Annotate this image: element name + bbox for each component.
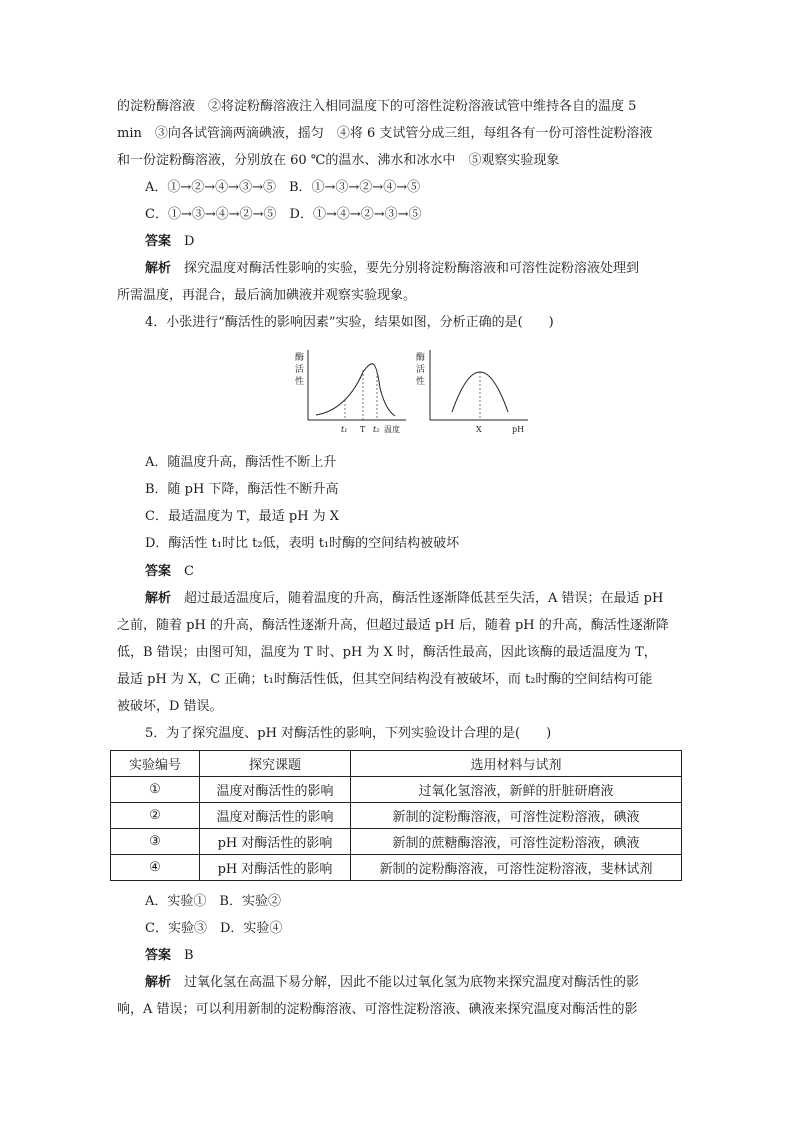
temperature-activity-graph — [290, 348, 408, 434]
answer-value: B — [184, 948, 194, 963]
table-row — [111, 777, 682, 803]
analysis-text: 过氧化氢在高温下易分解，因此不能以过氧化氢为底物来探究温度对酶活性的影 — [184, 975, 640, 990]
q3-options-ab: A．①→②→④→③→⑤ B．①→③→②→④→⑤ — [145, 180, 421, 195]
q4-analysis-line-5: 被破坏，D 错误。 — [117, 699, 223, 714]
table-cell: ③ — [111, 829, 200, 855]
table-row — [111, 803, 682, 829]
analysis-label: 解析 — [145, 591, 172, 606]
analysis-text: 探究温度对酶活性影响的实验，要先分别将淀粉酶溶液和可溶性淀粉溶液处理到 — [184, 261, 640, 276]
table-header-cell: 实验编号 — [111, 751, 200, 777]
q5-analysis-line-2: 响，A 错误；可以利用新制的淀粉酶溶液、可溶性淀粉溶液、碘液来探究温度对酶活性的影 — [117, 1002, 638, 1017]
table-cell: 过氧化氢溶液，新鲜的肝脏研磨液 — [351, 777, 682, 803]
q4-analysis-line-4: 最适 pH 为 X，C 正确；t₁时酶活性低，但其空间结构没有被破坏，而 t₂时酶的空间结构可能 — [117, 672, 653, 687]
q4-answer — [145, 563, 194, 581]
answer-label: 答案 — [145, 234, 172, 249]
table-row — [111, 829, 682, 855]
table-cell: ② — [111, 803, 200, 829]
q3-options-cd: C．①→③→④→②→⑤ D．①→④→②→③→⑤ — [145, 207, 422, 222]
table-cell: 温度对酶活性的影响 — [200, 803, 351, 829]
graph2-ylabel-1: 酶 — [416, 353, 426, 363]
graph1-T-label: T — [360, 425, 366, 434]
table-cell: 温度对酶活性的影响 — [200, 777, 351, 803]
table-cell: 新制的蔗糖酶溶液，可溶性淀粉溶液，碘液 — [351, 829, 682, 855]
q4-stem: 4．小张进行“酶活性的影响因素”实验，结果如图，分析正确的是( ) — [145, 315, 554, 330]
q4-analysis-line-2: 之前，随着 pH 的升高，酶活性逐渐升高，但超过最适 pH 后，随着 pH 的升高，酶活性逐渐降 — [117, 618, 669, 633]
analysis-label: 解析 — [145, 975, 172, 990]
graph2-ylabel-3: 性 — [416, 377, 426, 387]
graph1-t1-label: t₁ — [341, 425, 348, 434]
q3-analysis-line-1 — [145, 260, 639, 278]
q5-analysis-line-1 — [145, 974, 639, 992]
graph1-ylabel-3: 性 — [295, 377, 305, 387]
q4-option-c: C．最适温度为 T，最适 pH 为 X — [145, 509, 340, 524]
q4-analysis-line-3: 低，B 错误；由图可知，温度为 T 时、pH 为 X 时，酶活性最高，因此该酶的最适温度为 T， — [117, 645, 657, 660]
table-header-cell: 选用材料与试剂 — [351, 751, 682, 777]
table-cell: 新制的淀粉酶溶液，可溶性淀粉溶液，斐林试剂 — [351, 855, 682, 881]
q4-option-a: A．随温度升高，酶活性不断上升 — [145, 455, 337, 470]
table-row — [111, 855, 682, 881]
q3-text-line-3: 和一份淀粉酶溶液，分别放在 60 ℃的温水、沸水和冰水中 ⑤观察实验现象 — [117, 153, 560, 168]
table-header-row — [111, 751, 682, 777]
graph1-xlabel: 温度 — [384, 425, 400, 434]
q3-answer — [145, 233, 194, 251]
table-cell: pH 对酶活性的影响 — [200, 855, 351, 881]
graph1-curve — [316, 364, 395, 416]
graph1-ylabel-2: 活 — [295, 365, 305, 375]
analysis-label: 解析 — [145, 261, 172, 276]
answer-label: 答案 — [145, 948, 172, 963]
answer-label: 答案 — [145, 564, 172, 579]
answer-value: D — [184, 234, 195, 249]
q5-options-ab: A．实验① B．实验② — [145, 894, 281, 909]
q4-option-b: B．随 pH 下降，酶活性不断升高 — [145, 482, 339, 497]
q4-analysis-line-1 — [145, 590, 663, 608]
ph-activity-graph — [412, 348, 530, 434]
graph2-X-label: X — [476, 425, 482, 434]
table-header-cell: 探究课题 — [200, 751, 351, 777]
answer-value: C — [184, 564, 194, 579]
graph1-ylabel-1: 酶 — [295, 353, 305, 363]
q3-analysis-line-2: 所需温度，再混合，最后滴加碘液并观察实验现象。 — [117, 288, 417, 303]
q3-text-line-2: min ③向各试管滴两滴碘液，摇匀 ④将 6 支试管分成三组，每组各有一份可溶性淀粉溶液 — [117, 126, 653, 141]
graph1-t2-label: t₂ — [373, 425, 380, 434]
q5-answer — [145, 947, 194, 965]
graph2-xlabel: pH — [512, 425, 525, 434]
table-cell: ① — [111, 777, 200, 803]
q5-options-cd: C．实验③ D．实验④ — [145, 921, 283, 936]
analysis-text: 超过最适温度后，随着温度的升高，酶活性逐渐降低甚至失活，A 错误；在最适 pH — [184, 591, 664, 606]
q3-text-line-1: 的淀粉酶溶液 ②将淀粉酶溶液注入相同温度下的可溶性淀粉溶液试管中维持各自的温度 5 — [117, 99, 637, 114]
table-cell: pH 对酶活性的影响 — [200, 829, 351, 855]
graph2-ylabel-2: 活 — [416, 365, 426, 375]
q4-option-d: D．酶活性 t₁时比 t₂低，表明 t₁时酶的空间结构被破坏 — [145, 536, 460, 551]
experiment-table — [110, 750, 682, 881]
table-cell: ④ — [111, 855, 200, 881]
table-cell: 新制的淀粉酶溶液，可溶性淀粉溶液，碘液 — [351, 803, 682, 829]
q5-stem: 5．为了探究温度、pH 对酶活性的影响，下列实验设计合理的是( ) — [145, 726, 552, 741]
